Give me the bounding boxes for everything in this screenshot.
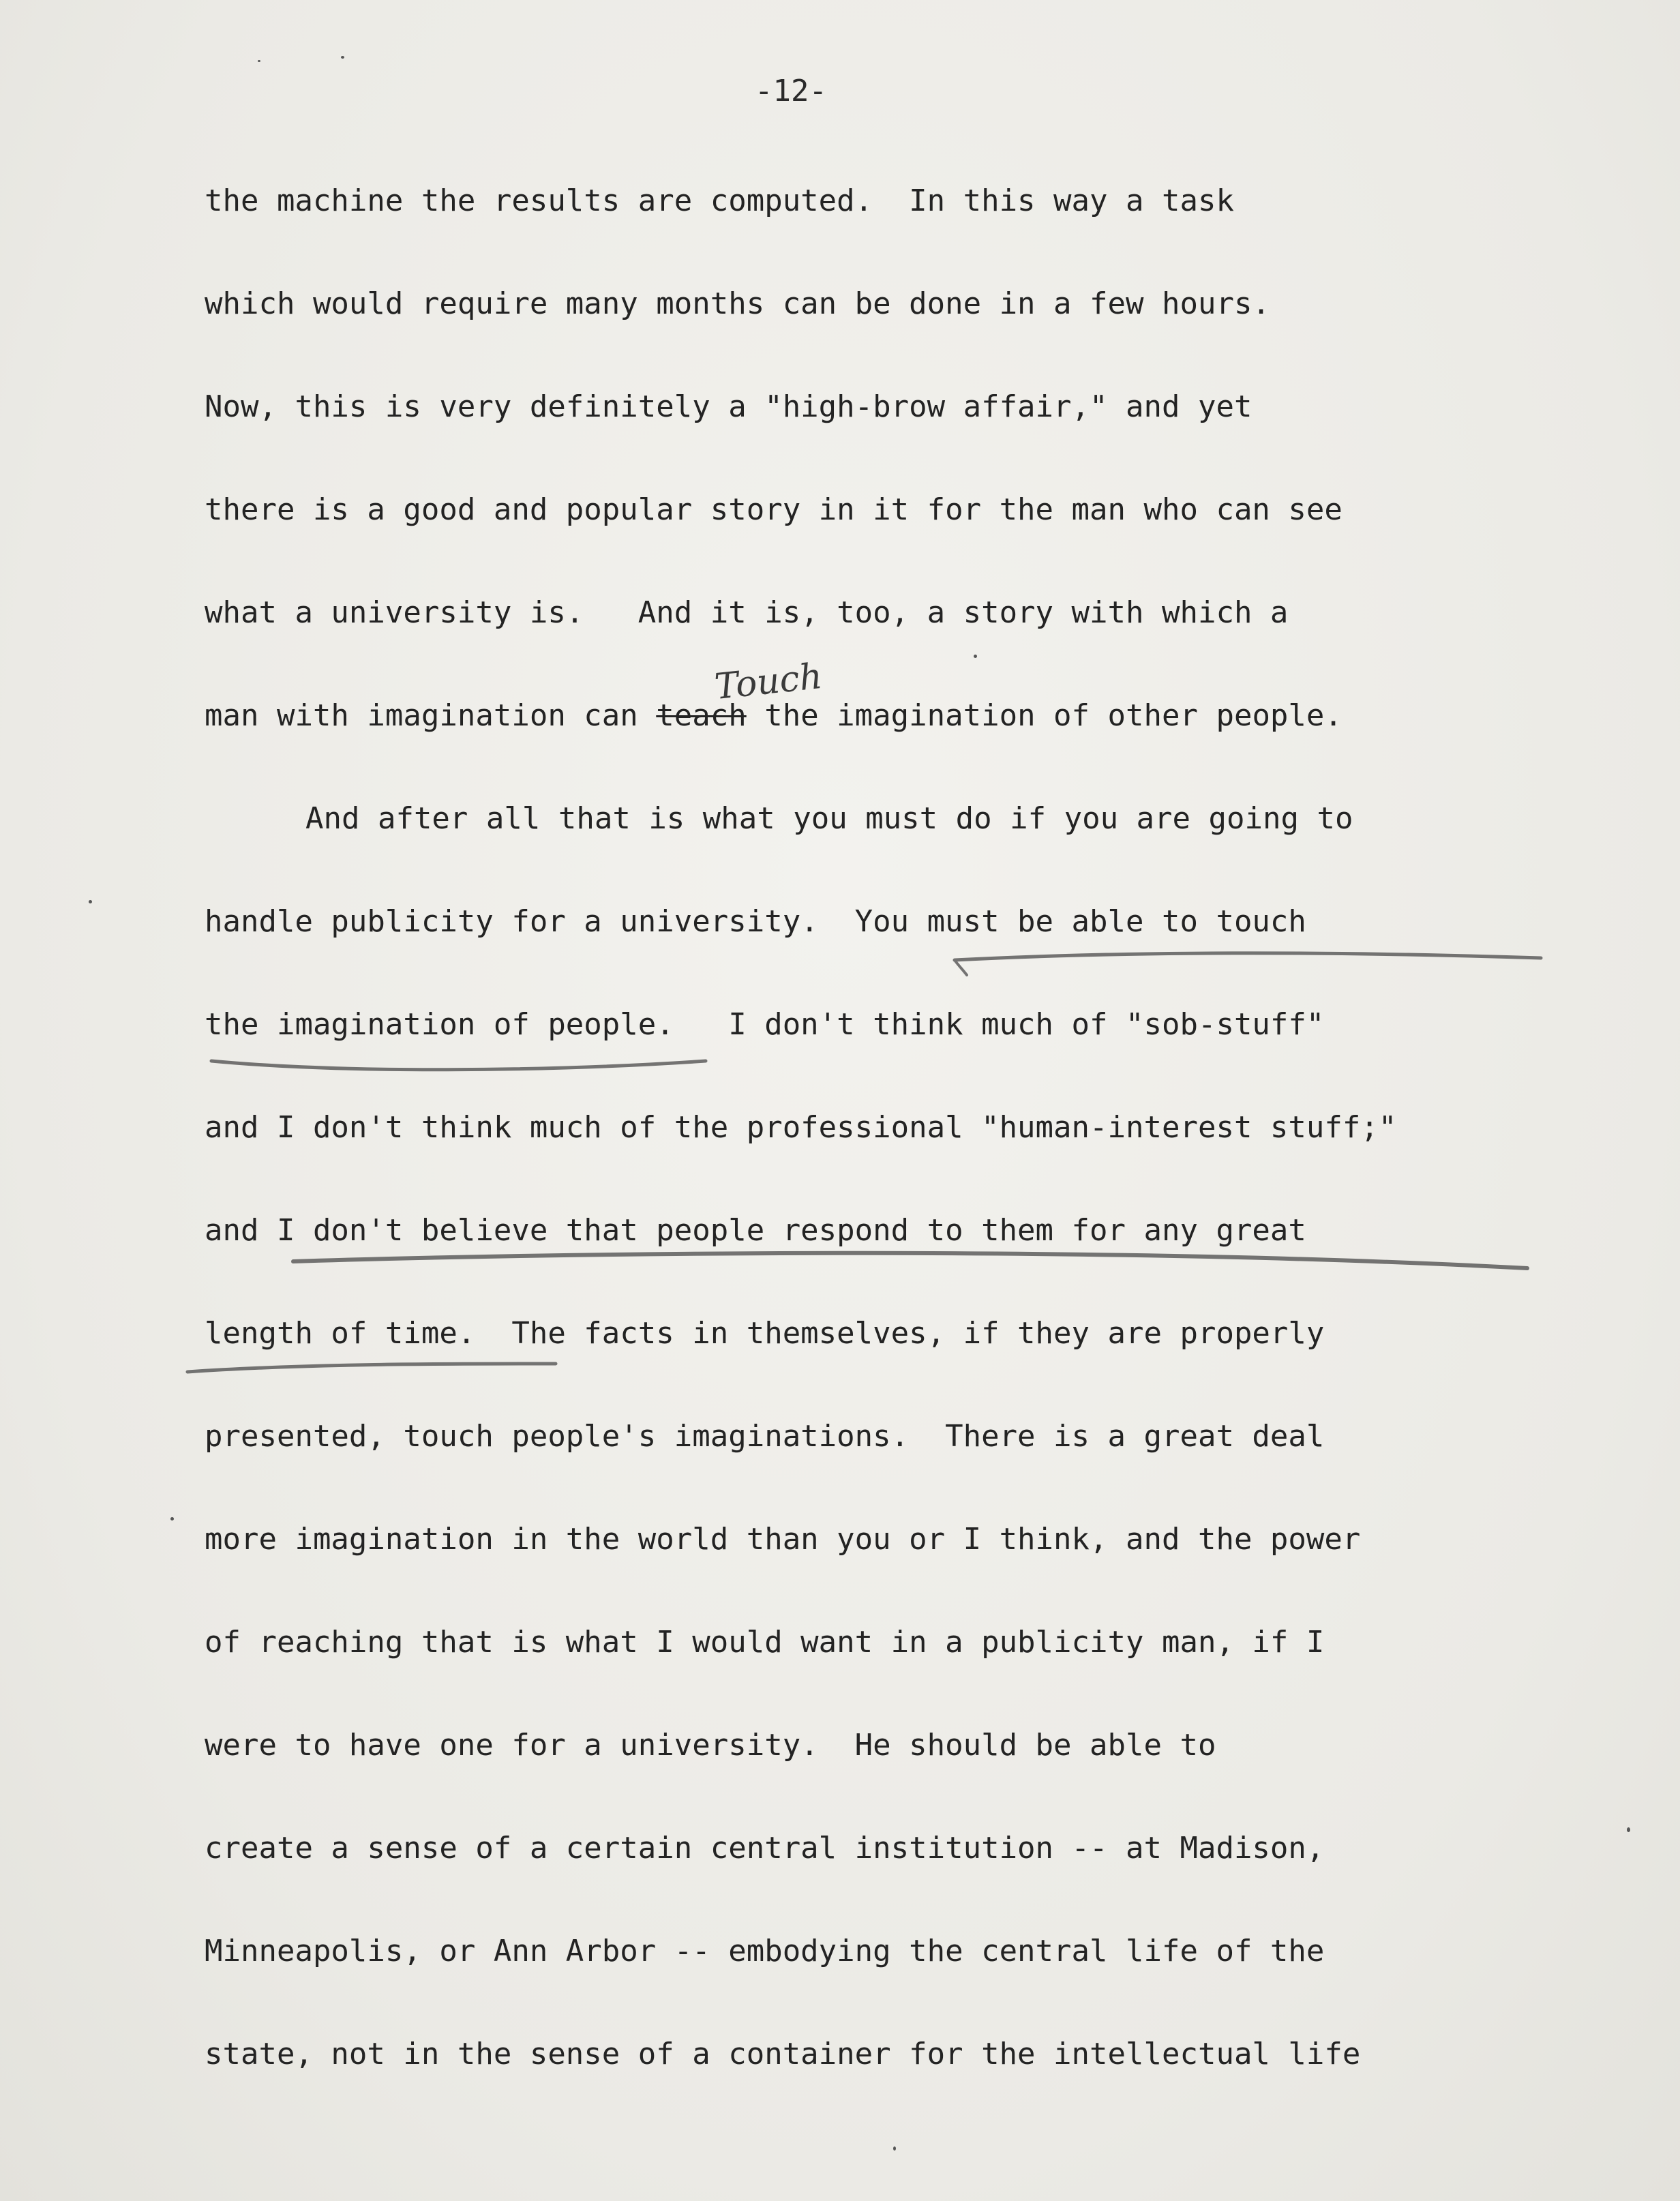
text-line-14: more imagination in the world than you or I think, and the power — [205, 1522, 1361, 1557]
text-line-4: there is a good and popular story in it for the man who can see — [205, 492, 1342, 527]
text-line-5: what a university is. And it is, too, a story with which a — [205, 595, 1289, 630]
text-line-2: which would require many months can be done in a few hours. — [205, 286, 1270, 321]
line-6-start: man with imagination can — [205, 698, 657, 733]
paper-speck — [341, 56, 344, 59]
underline-4 — [188, 1364, 556, 1372]
text-line-13: presented, touch people's imaginations. There is a great deal — [205, 1419, 1325, 1454]
underline-1 — [955, 953, 1541, 960]
underline-2 — [211, 1061, 706, 1070]
underline-3 — [293, 1253, 1527, 1268]
paper-speck — [258, 60, 260, 62]
underline-1-tick — [955, 960, 967, 975]
text-line-1: the machine the results are computed. In this way a task — [205, 183, 1234, 218]
text-line-3: Now, this is very definitely a "high-brow affair," and yet — [205, 389, 1252, 424]
paper-speck — [893, 2146, 896, 2151]
paper-speck — [89, 900, 92, 903]
text-line-10: and I don't think much of the professional "human-interest stuff;" — [205, 1110, 1397, 1145]
struck-word: teach — [656, 698, 747, 733]
text-line-16: were to have one for a university. He should be able to — [205, 1728, 1216, 1763]
paper-speck — [170, 1517, 174, 1521]
text-line-8: handle publicity for a university. You must be able to touch — [205, 904, 1306, 939]
text-line-15: of reaching that is what I would want in a publicity man, if I — [205, 1625, 1325, 1660]
text-line-9: the imagination of people. I don't think much of "sob-stuff" — [205, 1007, 1325, 1042]
text-line-12: length of time. The facts in themselves, if they are properly — [205, 1316, 1325, 1351]
text-line-19: state, not in the sense of a container for the intellectual life — [205, 2037, 1361, 2071]
page-number: -12- — [755, 74, 827, 108]
text-line-11: and I don't believe that people respond to them for any great — [205, 1213, 1306, 1248]
paper-speck — [974, 655, 977, 658]
text-line-17: create a sense of a certain central institution -- at Madison, — [205, 1831, 1325, 1866]
handwritten-correction: Touch — [712, 655, 824, 708]
line-6-end: the imagination of other people. — [746, 698, 1342, 733]
text-line-18: Minneapolis, or Ann Arbor -- embodying the central life of the — [205, 1934, 1325, 1968]
text-line-7: And after all that is what you must do if you are going to — [305, 801, 1353, 836]
paper-speck — [1627, 1827, 1630, 1832]
